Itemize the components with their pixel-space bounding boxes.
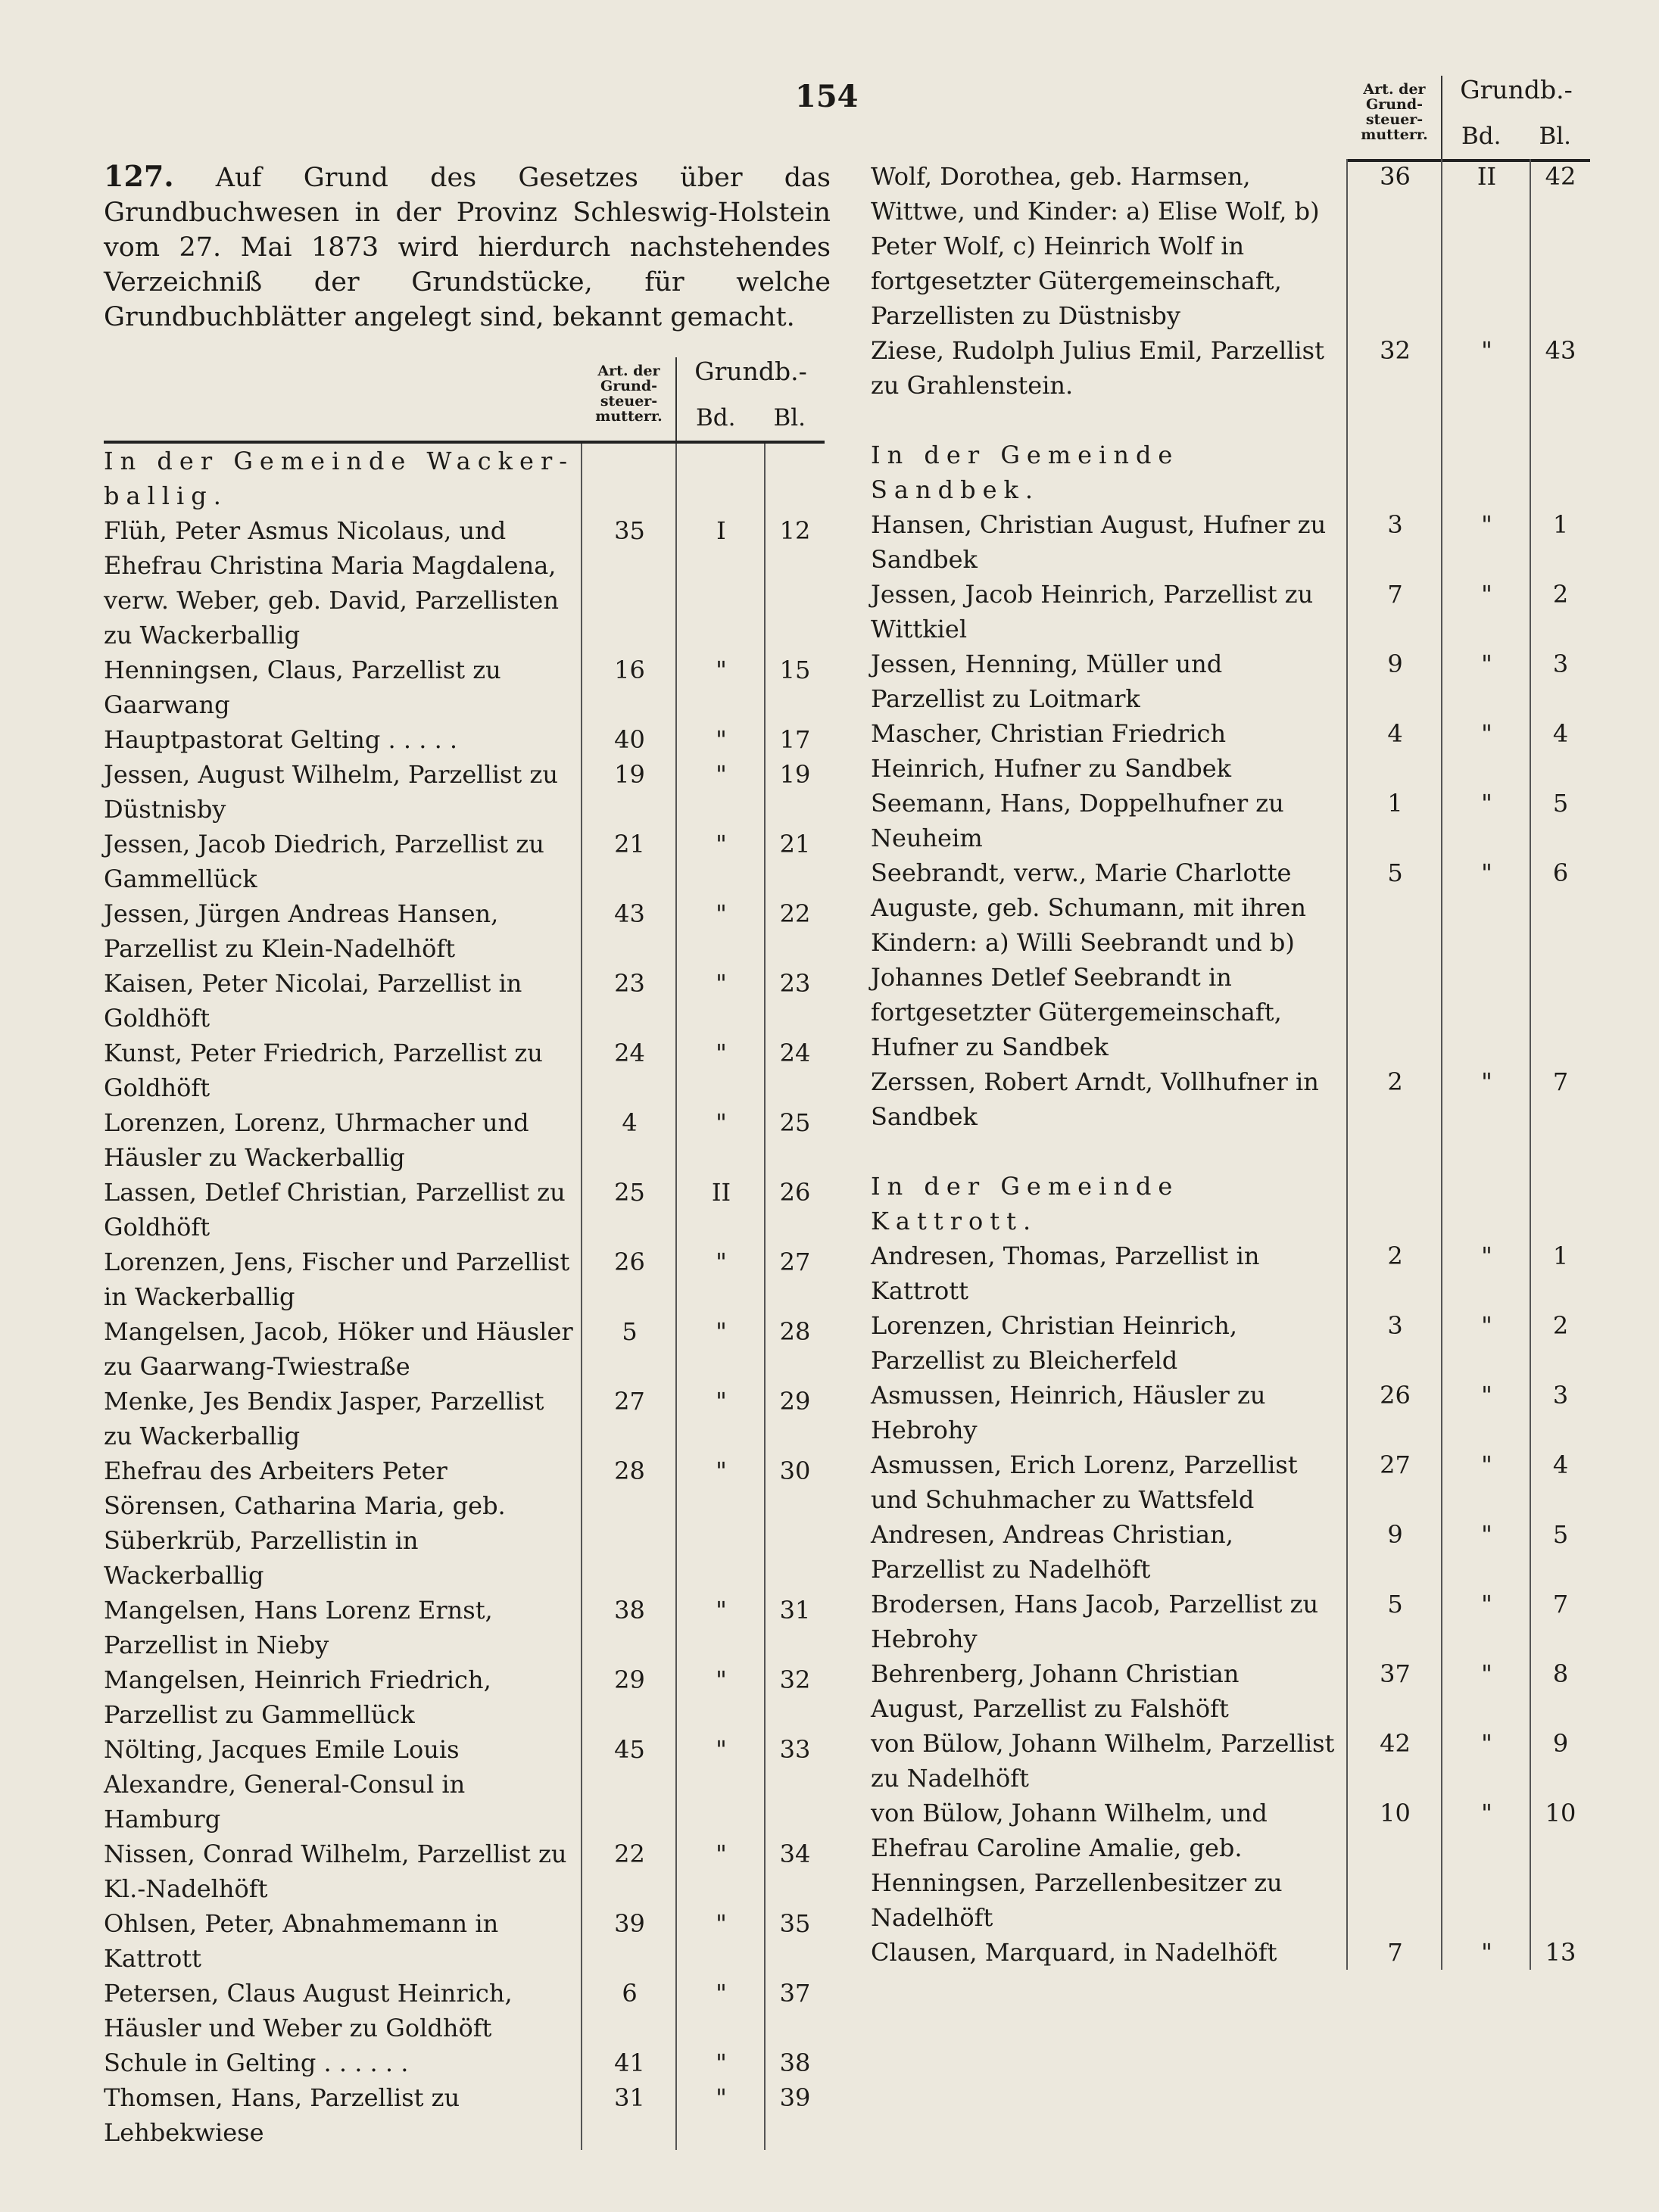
band-number: " [1481,1938,1492,1967]
owner-name: Menke, Jes Bendix Jasper, Parzellist zu Wackerballig [104,1387,544,1450]
art-number: 5 [622,1317,638,1346]
table-row [104,1453,825,1593]
art-number: 9 [1387,1520,1403,1549]
blatt-number: 27 [779,1248,811,1276]
table-row [104,1976,825,2045]
blatt-number: 10 [1545,1799,1576,1827]
band-number: " [716,1979,727,2008]
table-row [104,1662,825,1732]
art-number: 21 [614,830,645,858]
blatt-number: 23 [779,969,811,998]
art-number: 27 [1380,1450,1411,1479]
owner-name: Mangelsen, Jacob, Höker und Häusler zu Gaarwang-Twiestraße [104,1317,573,1381]
left-table-header [104,335,825,444]
right-table-header [1348,0,1590,162]
blatt-number: 12 [779,516,811,545]
left-table-rows [104,444,825,2150]
table-row [104,722,825,757]
band-number: " [1481,1242,1492,1270]
art-number: 37 [1380,1659,1411,1688]
owner-name: Behrenberg, Johann Christian August, Parzellist zu Falshöft [871,1659,1240,1723]
table-row [104,1732,825,1837]
table-row [104,896,825,966]
art-number: 16 [614,656,645,684]
band-number: " [1481,1729,1492,1758]
band-number: " [716,1840,727,1868]
table-row [104,966,825,1036]
blatt-number: 3 [1552,1381,1569,1410]
blatt-number: 2 [1552,1311,1569,1340]
blatt-number: 15 [779,656,811,684]
table-row [871,507,1590,577]
table-row [104,1036,825,1105]
band-number: " [716,1909,727,1938]
owner-name: Jessen, August Wilhelm, Parzellist zu Düstnisby [104,760,558,824]
owner-name: Clausen, Marquard, in Nadelhöft [871,1938,1277,1967]
band-number: " [1481,1311,1492,1340]
table-row [104,2045,825,2080]
owner-name: Ehefrau des Arbeiters Peter Sörensen, Catharina Maria, geb. Süberkrüb, Parzellistin in Wackerballig [104,1456,506,1590]
owner-name: Ohlsen, Peter, Abnahmemann in Kattrott [104,1909,499,1973]
band-number: " [716,1387,727,1416]
art-number: 26 [1380,1381,1411,1410]
intro-number: 127. [104,159,174,193]
art-number: 31 [614,2083,645,2112]
art-number: 35 [614,516,645,545]
band-number: " [1481,336,1492,365]
art-number: 6 [622,1979,638,2008]
table-row [104,653,825,722]
blatt-number: 17 [779,725,811,754]
band-number: " [716,1456,727,1485]
table-row [104,1245,825,1314]
art-number: 45 [614,1735,645,1764]
blatt-number: 35 [779,1909,811,1938]
blatt-number: 7 [1552,1590,1569,1618]
band-number: " [716,899,727,928]
owner-name: Jessen, Jacob Heinrich, Parzellist zu Wittkiel [871,580,1314,643]
art-number: 36 [1380,162,1411,191]
table-row [871,159,1590,333]
blatt-number: 19 [779,760,811,789]
blatt-number: 22 [779,899,811,928]
art-number: 28 [614,1456,645,1485]
blatt-number: 6 [1552,858,1569,887]
art-number: 32 [1380,336,1411,365]
header-art: Art. der Grund-steuer-mutterr. [582,357,677,441]
blatt-number: 24 [779,1039,811,1067]
section-heading: In der Gemeinde Wacker-ballig. [104,447,575,510]
art-number: 2 [1387,1067,1403,1096]
band-number: " [716,1108,727,1137]
blatt-number: 43 [1545,336,1576,365]
band-number: " [1481,858,1492,887]
spacer [871,1134,1590,1169]
art-number: 3 [1387,1311,1403,1340]
band-number: " [1481,719,1492,748]
blatt-number: 29 [779,1387,811,1416]
owner-name: Zerssen, Robert Arndt, Vollhufner in Sandbek [871,1067,1319,1131]
band-number: " [716,2048,727,2077]
band-number: " [716,1248,727,1276]
header-grundbuch [1442,75,1590,159]
art-number: 39 [614,1909,645,1938]
header-grundb: Grundb.- [1460,75,1573,104]
owner-name: von Bülow, Johann Wilhelm, Parzellist zu Nadelhöft [871,1729,1335,1793]
art-number: 40 [614,725,645,754]
band-number: " [716,1665,727,1694]
header-bd: Bd. [1461,123,1502,150]
intro-text: Auf Grund des Gesetzes über das Grundbuchwesen in der Provinz Schleswig-Holstein vom 27. Mai 1873 wird hierdurch nachstehendes Verzeichniß der Grundstücke, für welche Grundbuchblätter angelegt sind, bekannt gemacht. [104,163,831,332]
band-number: " [716,760,727,789]
blatt-number: 1 [1552,1242,1569,1270]
band-number: " [1481,1590,1492,1618]
art-number: 27 [614,1387,645,1416]
art-number: 7 [1387,580,1403,609]
blatt-number: 1 [1552,510,1569,539]
owner-name: Kunst, Peter Friedrich, Parzellist zu Goldhöft [104,1039,543,1102]
table-row [104,1593,825,1662]
band-number: " [1481,1659,1492,1688]
owner-name: Jessen, Henning, Müller und Parzellist zu Loitmark [871,650,1223,713]
art-number: 24 [614,1039,645,1067]
table-row [871,716,1590,786]
art-number: 7 [1387,1938,1403,1967]
art-number: 5 [1387,858,1403,887]
band-number: " [716,656,727,684]
table-row [871,646,1590,716]
owner-name: Lassen, Detlef Christian, Parzellist zu Goldhöft [104,1178,566,1242]
table-row [871,1517,1590,1587]
blatt-number: 5 [1552,789,1569,818]
header-bl: Bl. [773,404,806,431]
blatt-number: 28 [779,1317,811,1346]
section-heading: In der Gemeinde Sandbek. [871,441,1180,504]
blatt-number: 13 [1545,1938,1576,1967]
table-row [871,577,1590,646]
intro-paragraph [104,159,831,335]
blatt-number: 42 [1545,162,1576,191]
band-number: " [716,969,727,998]
table-row [871,1378,1590,1447]
owner-name: Seebrandt, verw., Marie Charlotte Auguste, geb. Schumann, mit ihren Kindern: a) Willi Seebrandt und b) Johannes Detlef Seebrandt in fortgesetzter Gütergemeinschaft, Hufner zu Sandbek [871,858,1306,1061]
page-number: 154 [795,79,859,114]
table-row [104,2080,825,2150]
header-bl: Bl. [1539,123,1571,150]
blatt-number: 31 [779,1596,811,1625]
table-row [871,1726,1590,1796]
blatt-number: 8 [1552,1659,1569,1688]
art-number: 4 [1387,719,1403,748]
owner-name: Kaisen, Peter Nicolai, Parzellist in Goldhöft [104,969,522,1033]
band-number: " [1481,510,1492,539]
right-table-rows [871,159,1590,1970]
art-number: 2 [1387,1242,1403,1270]
owner-name: Thomsen, Hans, Parzellist zu Lehbekwiese [104,2083,460,2147]
right-column [871,75,1590,1970]
blatt-number: 25 [779,1108,811,1137]
table-row [871,1064,1590,1134]
table-row [104,1384,825,1453]
blatt-number: 21 [779,830,811,858]
owner-name: Mangelsen, Hans Lorenz Ernst, Parzellist in Nieby [104,1596,493,1659]
table-row [104,1906,825,1976]
table-row [871,1308,1590,1378]
band-number: " [716,1317,727,1346]
owner-name: Nölting, Jacques Emile Louis Alexandre, General-Consul in Hamburg [104,1735,466,1833]
band-number: " [1481,1450,1492,1479]
art-number: 25 [614,1178,645,1207]
owner-name: Petersen, Claus August Heinrich, Häusler und Weber zu Goldhöft [104,1979,513,2042]
owner-name: Nissen, Conrad Wilhelm, Parzellist zu Kl.-Nadelhöft [104,1840,567,1903]
art-number: 3 [1387,510,1403,539]
section-heading: In der Gemeinde Kattrott. [871,1172,1180,1235]
header-grundbuch [677,357,825,441]
band-number: II [1477,162,1497,191]
header-grundb: Grundb.- [694,357,807,386]
spacer [871,403,1590,438]
art-number: 19 [614,760,645,789]
art-number: 10 [1380,1799,1411,1827]
owner-name: Ziese, Rudolph Julius Emil, Parzellist zu Grahlenstein. [871,336,1324,400]
table-row [871,1238,1590,1308]
table-row [871,1935,1590,1970]
art-number: 26 [614,1248,645,1276]
art-number: 22 [614,1840,645,1868]
owner-name: Andresen, Andreas Christian, Parzellist zu Nadelhöft [871,1520,1233,1584]
owner-name: Flüh, Peter Asmus Nicolaus, und Ehefrau Christina Maria Magdalena, verw. Weber, geb. David, Parzellisten zu Wackerballig [104,516,559,650]
table-row [871,1587,1590,1656]
left-column [104,159,831,2150]
band-number: " [1481,1520,1492,1549]
blatt-number: 4 [1552,719,1569,748]
band-number: " [716,1735,727,1764]
blatt-number: 34 [779,1840,811,1868]
band-number: " [716,1596,727,1625]
blatt-number: 39 [779,2083,811,2112]
blatt-number: 2 [1552,580,1569,609]
blatt-number: 30 [779,1456,811,1485]
band-number: I [716,516,726,545]
art-number: 29 [614,1665,645,1694]
band-number: " [1481,1381,1492,1410]
table-row [104,1175,825,1245]
art-number: 1 [1387,789,1403,818]
owner-name: Hauptpastorat Gelting . . . . . [104,725,458,754]
art-number: 23 [614,969,645,998]
owner-name: Jessen, Jacob Diedrich, Parzellist zu Gammellück [104,830,544,893]
blatt-number: 4 [1552,1450,1569,1479]
owner-name: Lorenzen, Christian Heinrich, Parzellist zu Bleicherfeld [871,1311,1238,1375]
blatt-number: 5 [1552,1520,1569,1549]
table-row [871,333,1590,403]
owner-name: Lorenzen, Lorenz, Uhrmacher und Häusler zu Wackerballig [104,1108,529,1172]
blatt-number: 26 [779,1178,811,1207]
owner-name: Jessen, Jürgen Andreas Hansen, Parzellist zu Klein-Nadelhöft [104,899,499,963]
owner-name: Brodersen, Hans Jacob, Parzellist zu Hebrohy [871,1590,1319,1653]
table-row [104,1837,825,1906]
owner-name: Andresen, Thomas, Parzellist in Kattrott [871,1242,1260,1305]
table-row [871,1796,1590,1935]
blatt-number: 32 [779,1665,811,1694]
owner-name: Asmussen, Erich Lorenz, Parzellist und Schuhmacher zu Wattsfeld [871,1450,1298,1514]
band-number: " [716,830,727,858]
art-number: 42 [1380,1729,1411,1758]
band-number: " [1481,1067,1492,1096]
table-row [104,513,825,653]
band-number: " [1481,1799,1492,1827]
blatt-number: 3 [1552,650,1569,678]
owner-name: Asmussen, Heinrich, Häusler zu Hebrohy [871,1381,1266,1444]
owner-name: Hansen, Christian August, Hufner zu Sandbek [871,510,1327,574]
art-number: 43 [614,899,645,928]
blatt-number: 38 [779,2048,811,2077]
band-number: " [1481,789,1492,818]
band-number: II [711,1178,731,1207]
table-row [104,827,825,896]
table-row [871,855,1590,1064]
art-number: 4 [622,1108,638,1137]
table-row [104,1314,825,1384]
owner-name: Lorenzen, Jens, Fischer und Parzellist in Wackerballig [104,1248,570,1311]
owner-name: Henningsen, Claus, Parzellist zu Gaarwang [104,656,501,719]
header-bd: Bd. [695,404,736,431]
owner-name: Seemann, Hans, Doppelhufner zu Neuheim [871,789,1284,852]
blatt-number: 9 [1552,1729,1569,1758]
table-row [104,1105,825,1175]
blatt-number: 37 [779,1979,811,2008]
table-row [871,1447,1590,1517]
band-number: " [716,1039,727,1067]
art-number: 9 [1387,650,1403,678]
band-number: " [716,2083,727,2112]
table-row [871,1656,1590,1726]
blatt-number: 33 [779,1735,811,1764]
table-row [104,757,825,827]
header-art: Art. der Grund-steuer-mutterr. [1348,76,1442,159]
owner-name: Mascher, Christian Friedrich Heinrich, Hufner zu Sandbek [871,719,1232,783]
art-number: 41 [614,2048,645,2077]
owner-name: von Bülow, Johann Wilhelm, und Ehefrau Caroline Amalie, geb. Henningsen, Parzellenbesitzer zu Nadelhöft [871,1799,1283,1932]
owner-name: Wolf, Dorothea, geb. Harmsen, Wittwe, und Kinder: a) Elise Wolf, b) Peter Wolf, c) Heinrich Wolf in fortgesetzter Gütergemeinschaft, Parzellisten zu Düstnisby [871,162,1320,330]
owner-name: Schule in Gelting . . . . . . [104,2048,409,2077]
band-number: " [716,725,727,754]
blatt-number: 7 [1552,1067,1569,1096]
table-row [871,786,1590,855]
art-number: 5 [1387,1590,1403,1618]
owner-name: Mangelsen, Heinrich Friedrich, Parzellist zu Gammellück [104,1665,491,1729]
band-number: " [1481,580,1492,609]
band-number: " [1481,650,1492,678]
art-number: 38 [614,1596,645,1625]
